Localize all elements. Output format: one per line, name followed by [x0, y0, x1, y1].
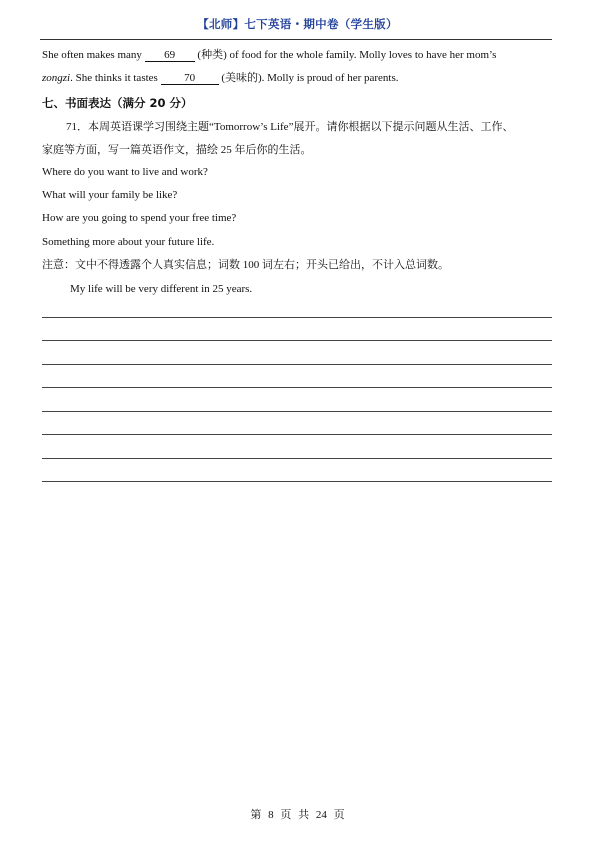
- hint-question: Something more about your future life.: [42, 236, 215, 248]
- answer-writing-line[interactable]: [42, 364, 552, 365]
- section-heading: 七、书面表达（满分 20 分）: [42, 96, 193, 110]
- passage-line-2: [42, 71, 399, 85]
- header-divider: [40, 39, 552, 40]
- answer-blank-70: 70: [161, 72, 219, 85]
- answer-writing-line[interactable]: [42, 387, 552, 388]
- passage-line-1: [42, 48, 496, 62]
- page-number-footer: 第 8 页 共 24 页: [250, 809, 345, 821]
- answer-blank-69: 69: [145, 49, 195, 62]
- passage-italic-word: zongzi: [42, 72, 71, 84]
- answer-writing-line[interactable]: [42, 458, 552, 459]
- document-header-title: 【北师】七下英语・期中卷（学生版）: [197, 19, 398, 31]
- passage-text: She often makes many: [42, 49, 145, 61]
- answer-writing-line[interactable]: [42, 434, 552, 435]
- answer-writing-line[interactable]: [42, 317, 552, 318]
- passage-text: (种类) of food for the whole family. Molly loves to have her mom’s: [194, 49, 497, 61]
- hint-question: What will your family be like?: [42, 189, 178, 201]
- answer-writing-line[interactable]: [42, 411, 552, 412]
- question-prompt-line-2: 家庭等方面，写一篇英语作文，描绘 25 年后你的生活。: [42, 144, 312, 156]
- answer-writing-line[interactable]: [42, 340, 552, 341]
- opening-sentence: My life will be very different in 25 years.: [70, 283, 253, 295]
- passage-text: . She thinks it tastes: [70, 72, 161, 84]
- hint-question: How are you going to spend your free time?: [42, 212, 237, 224]
- hint-question: Where do you want to live and work?: [42, 166, 208, 178]
- writing-note: 注意：文中不得透露个人真实信息；词数 100 词左右；开头已给出，不计入总词数。: [42, 259, 449, 271]
- passage-text: (美味的). Molly is proud of her parents.: [218, 72, 399, 84]
- question-prompt-line-1: 71．本周英语课学习围绕主题“Tomorrow’s Life”展开。请你根据以下提示问题从生活、工作、: [66, 121, 514, 133]
- answer-writing-line[interactable]: [42, 481, 552, 482]
